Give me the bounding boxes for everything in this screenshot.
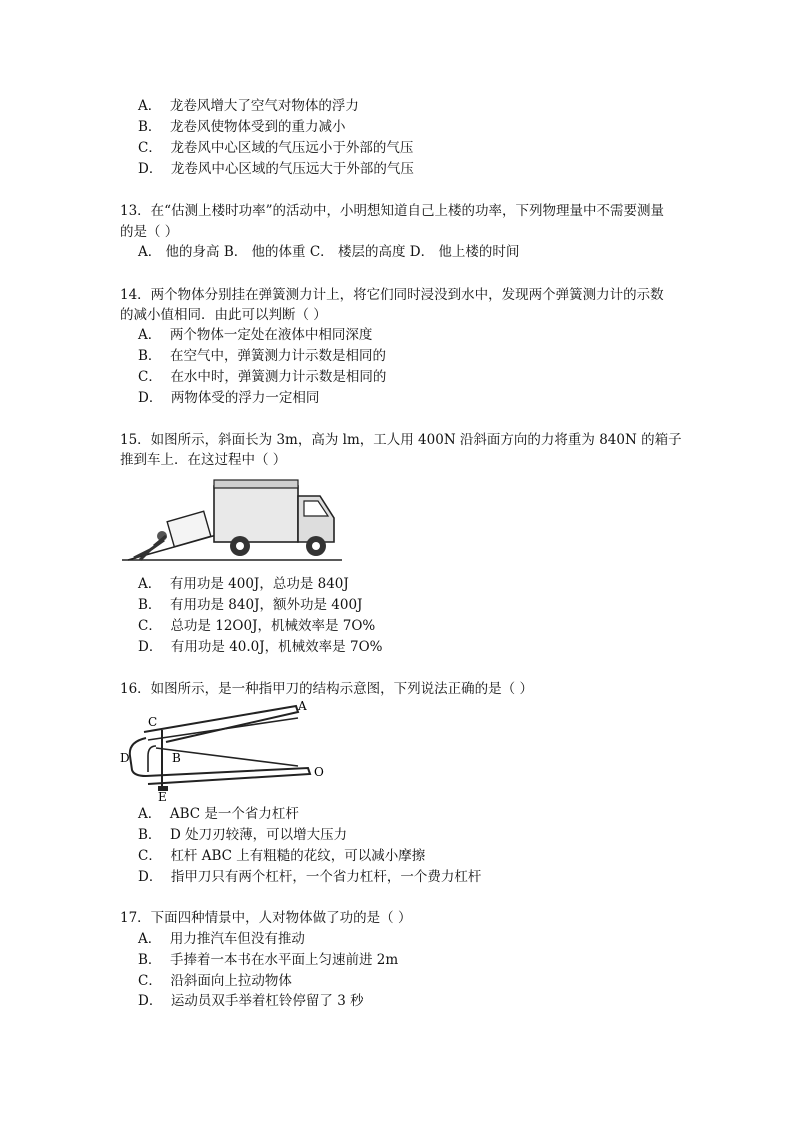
q15-option-c: C． 总功是 12O0J，机械效率是 7O% <box>138 618 376 634</box>
q17-option-a: A． 用力推汽车但没有推动 <box>138 931 305 947</box>
q16-option-a: A． ABC 是一个省力杠杆 <box>138 806 299 822</box>
label-b: B <box>172 751 181 765</box>
q14-stem-line2: 的减小值相同．由此可以判断（ ） <box>120 307 327 323</box>
q16-option-c: C． 杠杆 ABC 上有粗糙的花纹，可以减小摩擦 <box>138 848 426 864</box>
q12-option-b: B． 龙卷风使物体受到的重力减小 <box>138 119 346 135</box>
q14-stem-line1: 14．两个物体分别挂在弹簧测力计上，将它们同时浸没到水中，发现两个弹簧测力计的示数 <box>120 287 664 303</box>
q13-stem-line2: 的是（ ） <box>120 224 179 240</box>
q16-option-d: D． 指甲刀只有两个杠杆，一个省力杠杆，一个费力杠杆 <box>138 869 482 885</box>
label-d: D <box>120 751 130 765</box>
label-o: O <box>314 765 324 779</box>
nail-clipper-figure <box>118 700 328 802</box>
q14-option-c: C． 在水中时，弹簧测力计示数是相同的 <box>138 369 387 385</box>
q14-option-a: A． 两个物体一定处在液体中相同深度 <box>138 327 373 343</box>
q17-option-c: C． 沿斜面向上拉动物体 <box>138 973 292 989</box>
q14-option-b: B． 在空气中，弹簧测力计示数是相同的 <box>138 348 387 364</box>
q15-stem-line1: 15．如图所示，斜面长为 3m，高为 lm，工人用 400N 沿斜面方向的力将重为 840N 的箱子 <box>120 432 682 448</box>
q14-option-d: D． 两物体受的浮力一定相同 <box>138 390 320 406</box>
truck-incline-figure <box>120 478 345 566</box>
q17-stem: 17．下面四种情景中，人对物体做了功的是（ ） <box>120 910 412 926</box>
q15-option-b: B． 有用功是 840J，额外功是 400J <box>138 597 363 613</box>
q13-stem-line1: 13．在“估测上楼时功率”的活动中，小明想知道自己上楼的功率，下列物理量中不需要测量 <box>120 203 664 219</box>
q12-option-d: D． 龙卷风中心区域的气压远大于外部的气压 <box>138 161 414 177</box>
q17-option-b: B． 手捧着一本书在水平面上匀速前进 2m <box>138 952 399 968</box>
q15-stem-line2: 推到车上．在这过程中（ ） <box>120 452 287 468</box>
q12-option-c: C． 龙卷风中心区域的气压远小于外部的气压 <box>138 140 414 156</box>
q16-stem: 16．如图所示，是一种指甲刀的结构示意图，下列说法正确的是（ ） <box>120 681 533 697</box>
q16-option-b: B． D 处刀刃较薄，可以增大压力 <box>138 827 348 843</box>
q15-option-d: D． 有用功是 40.0J，机械效率是 7O% <box>138 639 383 655</box>
q13-options: A． 他的身高 B． 他的体重 C． 楼层的高度 D． 他上楼的时间 <box>138 244 520 260</box>
q12-option-a: A． 龙卷风增大了空气对物体的浮力 <box>138 98 359 114</box>
q15-option-a: A． 有用功是 400J，总功是 840J <box>138 576 349 592</box>
q17-option-d: D． 运动员双手举着杠铃停留了 3 秒 <box>138 993 364 1009</box>
label-a: A <box>298 700 307 713</box>
label-e: E <box>158 790 167 802</box>
label-c: C <box>148 715 158 729</box>
